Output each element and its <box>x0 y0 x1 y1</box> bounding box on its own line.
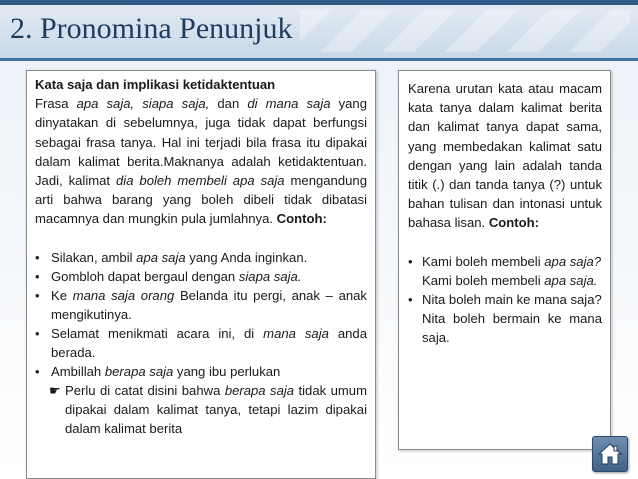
list-item: • Gombloh dapat bergaul dengan siapa saja. <box>35 268 302 284</box>
list-item: • Silakan, ambil apa saja yang Anda inginkan. <box>35 249 308 265</box>
left-text-panel <box>26 70 376 479</box>
list-item: • Nita boleh main ke mana saja? Nita boleh bermain ke mana saja. <box>408 291 602 345</box>
right-example-list <box>408 252 602 347</box>
spacer <box>408 233 602 252</box>
list-item: • Selamat menikmati acara ini, di mana saja anda berada. <box>35 325 367 360</box>
list-item: • Kami boleh membeli apa saja? Kami boleh membeli apa saja. <box>408 253 602 288</box>
left-panel-heading: Kata saja dan implikasi ketidaktentuan <box>35 77 276 92</box>
right-text-panel <box>398 70 611 450</box>
left-example-list <box>35 248 367 438</box>
list-item: • Ke mana saja orang Belanda itu pergi, anak – anak mengikutinya. <box>35 287 367 322</box>
spacer <box>35 229 367 248</box>
title-bar <box>0 0 638 61</box>
home-button[interactable] <box>592 436 628 472</box>
left-panel-intro: Frasa apa saja, siapa saja, dan di mana saja yang dinyatakan di sebelumnya, juga tidak dapat berfungsi sebagai frasa tanya. Hal ini terjadi bila frasa itu dipakai dalam kalimat berita.Maknanya adalah ketidaktentuan. Jadi, kalimat dia boleh membeli apa saja mengandung arti bahwa barang yang boleh dibeli tidak dibatasi macamnya dan mungkin pula jumlahnya. Contoh: <box>35 96 368 227</box>
pointing-hand-icon: ☛ <box>49 382 61 398</box>
list-sub-item: ☛ Perlu di catat disini bahwa berapa saja tidak umum dipakai dalam kalimat tanya, tetapi lazim dipakai dalam kalimat berita <box>49 382 367 436</box>
home-icon <box>597 441 623 467</box>
list-item: • Ambillah berapa saja yang ibu perlukan <box>35 363 281 379</box>
slide-title: 2. Pronomina Penunjuk <box>10 12 293 45</box>
right-panel-intro: Karena urutan kata atau macam kata tanya dalam kalimat berita dan kalimat tanya dapat sama, yang membedakan kalimat satu dengan yang lain adalah tanda titik (.) dan tanda tanya (?) untuk bahan tulisan dan intonasi untuk bahasa lisan. Contoh: <box>408 81 602 231</box>
